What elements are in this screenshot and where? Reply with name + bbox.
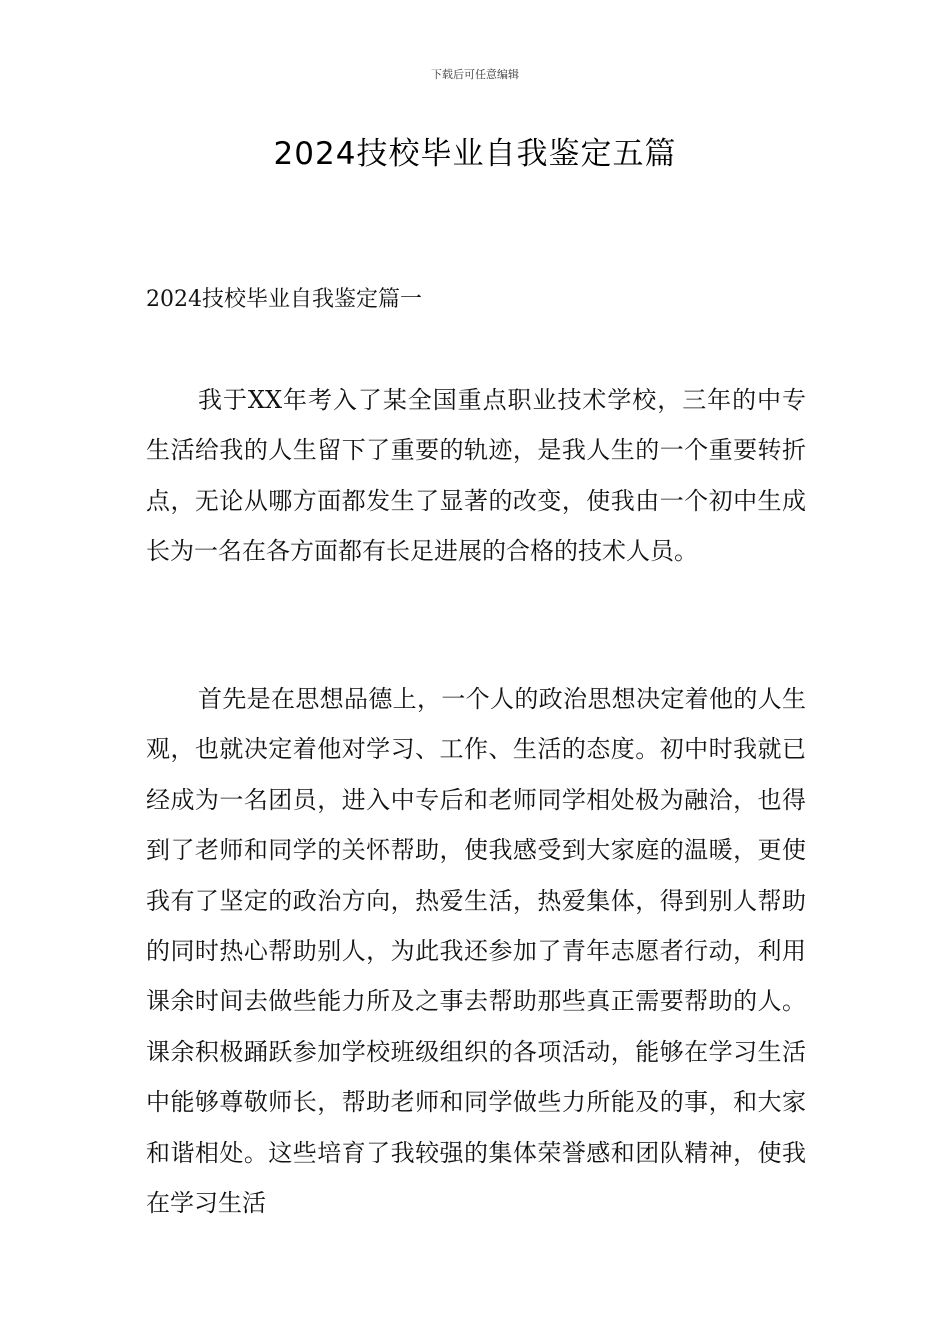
body-paragraph-1: 我于XX年考入了某全国重点职业技术学校，三年的中专生活给我的人生留下了重要的轨迹，是我人生的一个重要转折点，无论从哪方面都发生了显著的改变，使我由一个初中生成长为一名在各方面都有长足进展的合格的技术人员。 [146,386,806,566]
section-heading: 2024技校毕业自我鉴定篇一 [146,287,422,312]
header-note: 下载后可任意编辑 [431,68,519,81]
body-paragraph-2: 首先是在思想品德上，一个人的政治思想决定着他的人生观，也就决定着他对学习、工作、生活的态度。初中时我就已经成为一名团员，进入中专后和老师同学相处极为融洽，也得到了老师和同学的关怀帮助，使我感受到大家庭的温暖，更使我有了坚定的政治方向，热爱生活，热爱集体，得到别人帮助的同时热心帮助别人，为此我还参加了青年志愿者行动，利用课余时间去做些能力所及之事去帮助那些真正需要帮助的人。课余积极踊跃参加学校班级组织的各项活动，能够在学习生活中能够尊敬师长，帮助老师和同学做些力所能及的事，和大家和谐相处。这些培育了我较强的集体荣誉感和团队精神，使我在学习生活 [146,685,806,1218]
document-title: 2024技校毕业自我鉴定五篇 [273,136,677,172]
